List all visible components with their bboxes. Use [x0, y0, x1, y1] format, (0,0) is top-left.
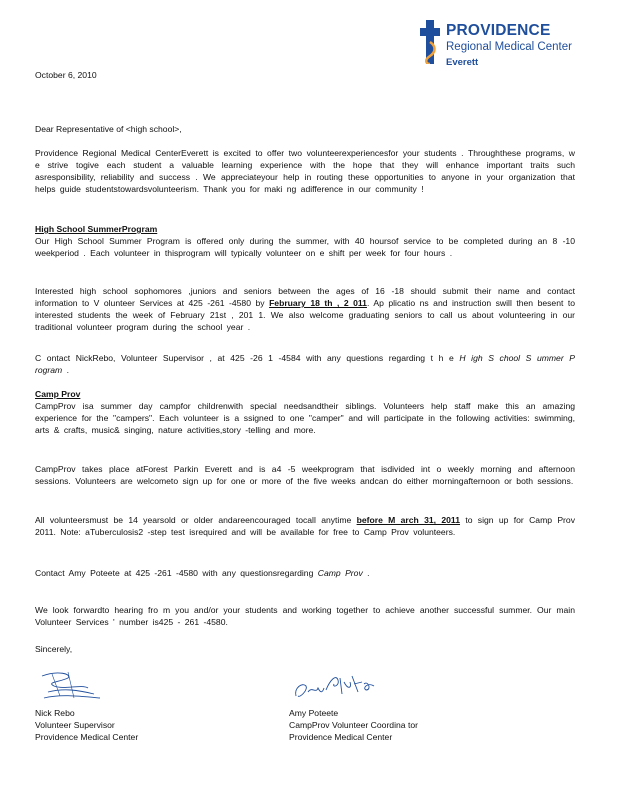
closing-paragraph: We look forwardto hearing fro m you and/or your students and working together to achieve another successful summer. Our main Volunteer Services ' number is425 - 261 -4580. — [35, 605, 575, 628]
camp-contact — [35, 567, 575, 579]
signature-right — [292, 670, 384, 704]
signatory-left-name: Nick Rebo — [35, 708, 75, 718]
camp-prov-heading: Camp Prov — [35, 389, 81, 399]
cross-icon — [420, 20, 440, 64]
camp-program-name: Camp Prov — [317, 568, 363, 578]
high-school-contact — [35, 352, 575, 376]
hs-p2-text: Interested high school sophomores ,juniors and seniors between the ages of 16 -18 should submit their name and contact information to V olunteer Services at 425 -261 -4580 by — [35, 286, 575, 309]
signatory-right-org: Providence Medical Center — [289, 732, 393, 742]
hs-contact-text: C ontact NickRebo, Volunteer Supervisor , at 425 -26 1 -4584 with any questions regarding t h e — [35, 353, 454, 363]
camp-deadline-date: before M arch 31, 2011 — [356, 515, 461, 525]
camp-contact-end: . — [367, 568, 370, 578]
camp-paragraph-2: CampProv takes place atForest Parkin Everett and is a4 -5 weekprogram that isdivided int o weekly morning and afternoon sessions. Volunteers are welcometo sign up for one or more of the five weeks andcan do either morningafternoon or both sessions. — [35, 464, 575, 487]
high-school-paragraph-1: Our High School Summer Program is offered only during the summer, with 40 hoursof service to be completed during an 8 -10 weekperiod . Each volunteer in thisprogram will typically volunteer on e shift per week for four hours . — [35, 236, 575, 259]
camp-p3-text: All volunteersmust be 14 yearsold or older andareencouraged tocall anytime — [35, 515, 352, 525]
hs-contact-end: . — [66, 365, 70, 376]
program-name: H igh S chool S ummer P rogram — [35, 353, 576, 376]
signatory-left-title: Volunteer Supervisor — [35, 720, 115, 730]
logo-name: PROVIDENCE — [446, 22, 551, 39]
signatory-right — [289, 707, 418, 743]
signatory-left — [35, 707, 138, 743]
signature-left — [38, 668, 118, 702]
providence-logo — [420, 20, 610, 70]
intro-paragraph: Providence Regional Medical CenterEverett is excited to offer two volunteerexperiencesfor your students . Throughthese programs, w e strive togive each student a valuable learning experience with the hope that they will enhance important traits such asresponsibility, reliability and success . We appreciateyour help in routing these opportunities to anyone in your organization that helps guide studentstowardsvolunteerism. Thank you for maki ng adifference in our community ! — [35, 148, 575, 195]
high-school-heading: High School SummerProgram — [35, 224, 158, 234]
signatory-left-org: Providence Medical Center — [35, 732, 139, 742]
salutation: Dear Representative of <high school>, — [35, 124, 182, 134]
hs-p2-text-cont: . Ap plicatio ns and instruction swill then besent to interested students the week of February 21st , 201 1. We also welcome graduating seniors to call us about volunteering in our traditional volunteer program during the school year . — [35, 298, 576, 333]
high-school-paragraph-2 — [35, 285, 575, 333]
logo-subtitle: Regional Medical Center — [446, 41, 572, 53]
camp-contact-text: Contact Amy Poteete at 425 -261 -4580 with any questionsregarding — [35, 568, 314, 578]
letter-date: October 6, 2010 — [35, 70, 97, 80]
logo-location: Everett — [446, 57, 479, 68]
camp-paragraph-3 — [35, 514, 575, 538]
camp-p3-text-cont: to sign up for Camp Prov 2011. Note: aTuberculosis2 -step test isrequired and will be available for free to Camp Prov volunteers. — [35, 515, 575, 538]
camp-paragraph-1: CampProv isa summer day campfor childrenwith special needsandtheir siblings. Volunteers help staff make this an amazing experience for the "campers". Each volunteer is a ssigned to one "camper" and will participate in the following activities: swimming, arts & crafts, music& singing, nature activities,story -telling and more. — [35, 401, 575, 436]
signatory-right-title: CampProv Volunteer Coordina tor — [289, 720, 418, 730]
signoff: Sincerely, — [35, 644, 73, 654]
deadline-date: February 18 th , 2 011 — [269, 298, 367, 309]
signatory-right-name: Amy Poteete — [289, 708, 339, 718]
